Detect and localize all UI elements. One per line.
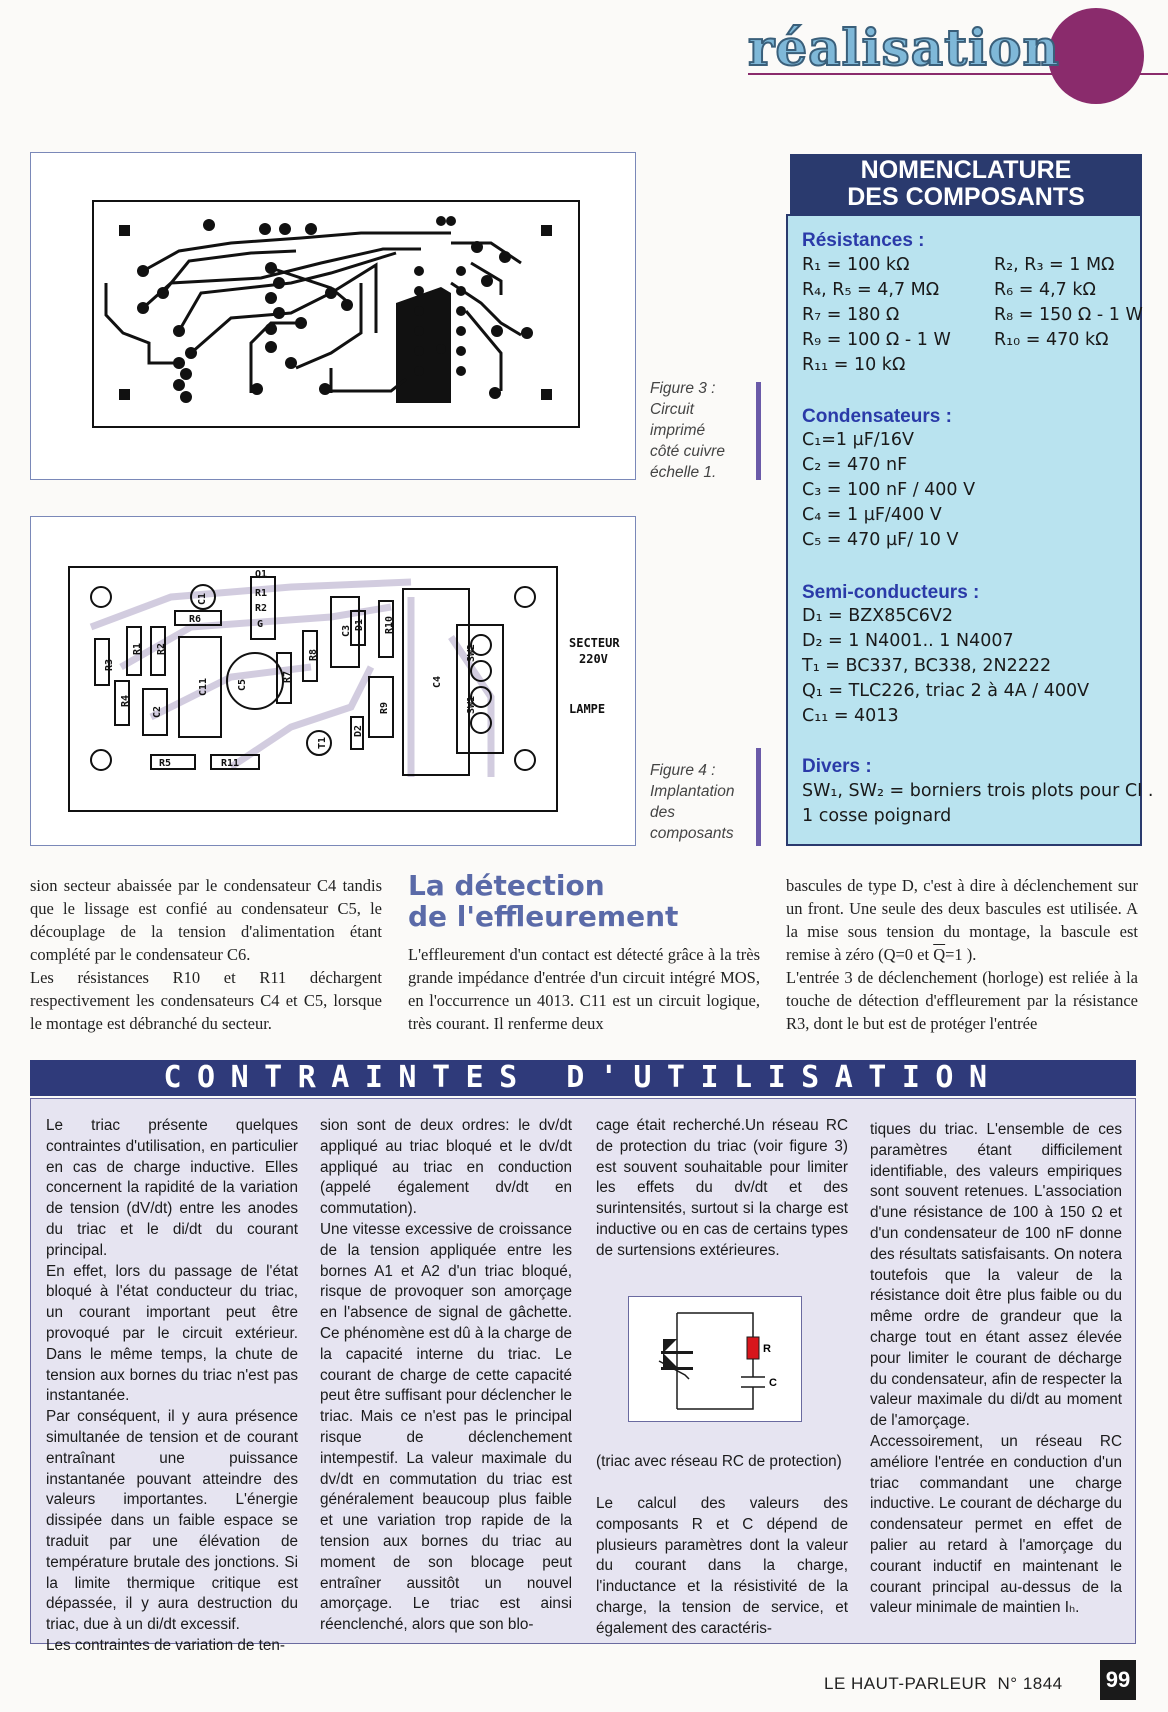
label-r10: R10 [384,615,395,634]
paragraph: Par conséquent, il y aura présence simultanée de tension et de courant entraînant une puissance instantanée pouvant atteindre des valeurs importantes. L'énergie dissipée dans un faible espace se traduit par une élévation de température brutale des jonctions. Si la limite thermique critique est dépassée, il y aura destruction du triac, due à un di/dt excessif. [46,1408,298,1634]
triac-rc-diagram [628,1296,802,1422]
article-column-2 [408,943,760,1035]
paragraph: Le calcul des valeurs des composants R et C dépend de plusieurs paramètres dont la valeur du courant dans la charge, l'inductance et la résistivité de la charge, la tension de service, et également des caractéris- [596,1495,848,1637]
paragraph: sion secteur abaissée par le condensateur C4 tandis que le lissage est confié au condensateur C5, le découplage de la tension d'alimentation étant complété par le condensateur C6. [30,876,382,964]
figure3-caption-line: échelle 1. [650,464,717,481]
issue-number: N° 1844 [997,1674,1063,1693]
figure4-caption-line: Figure 4 : [650,762,716,779]
resistance-item: R₁₁ = 10 kΩ [802,355,906,375]
article-column-3 [786,874,1138,1035]
label-q1: Q1 [255,569,268,580]
contraintes-column-2 [320,1116,572,1636]
label-q1-g: G [257,619,264,630]
semiconducteur-item: D₂ = 1 N4001.. 1 N4007 [802,631,1014,651]
semiconducteur-item: C₁₁ = 4013 [802,706,899,726]
paragraph: tiques du triac. L'ensemble de ces paramètres étant difficilement identifiable, des valeurs empiriques sont souvent retenues. L'association d'une résistance de 100 à 150 Ω et d'un condensateur de 100 nF donne des résultats satisfaisants. On notera toutefois que la valeur de la résistance doit être plus faible ou du même ordre de grandeur que la charge tout en étant assez élevée pour limiter le courant de décharge du condensateur, afin de respecter la valeur maximale du di/dt au moment de l'amorçage. [870,1121,1122,1430]
magazine-name: LE HAUT-PARLEUR [824,1674,988,1693]
label-r1: R1 [132,642,143,655]
label-secteur: SECTEUR [569,636,620,650]
label-c3: C3 [341,624,352,637]
paragraph: L'entrée 3 de déclenchement (horloge) est reliée à la touche de détection d'effleurement par la résistance R3, dont le but est de protéger l'entrée [786,968,1138,1033]
figure4-caption-bar [756,748,761,846]
condensateur-item: C₃ = 100 nF / 400 V [802,480,976,500]
heading-line: de l'effleurement [408,900,679,933]
label-r6: R6 [189,614,202,625]
label-t1: T1 [317,736,328,749]
condensateur-item: C₄ = 1 µF/400 V [802,505,942,525]
label-r3: R3 [104,658,115,671]
resistances-heading: Résistances : [802,230,925,251]
resistance-item: R₁ = 100 kΩ [802,255,910,275]
paragraph: Les résistances R10 et R11 déchargent respectivement les condensateurs C4 et C5, lorsque le montage est débranché du secteur. [30,968,382,1033]
label-220v: 220V [579,652,608,666]
contraintes-column-3-top [596,1116,848,1262]
condensateur-item: C₅ = 470 µF/ 10 V [802,530,959,550]
figure4-caption-line: composants [650,825,734,842]
footer-magazine [824,1674,1063,1694]
figure3-caption-line: côté cuivre [650,443,725,460]
label-r5: R5 [159,758,172,769]
label-c2: C2 [152,705,163,718]
text-run: =1 ). [945,945,977,964]
contraintes-column-4 [870,1120,1122,1619]
figure4-caption [650,760,734,844]
paragraph: cage était recherché.Un réseau RC de protection du triac (voir figure 3) est souvent souhaitable pour limiter les effets du dv/dt et des surintensités, surtout si la charge est inductive ou en cas de certains types de surtensions extérieures. [596,1117,848,1259]
label-r9: R9 [379,701,390,714]
paragraph: Une vitesse excessive de croissance de la tension appliquée entre les bornes A1 et A2 d'un triac bloqué, risque de provoquer son amorçage en l'absence de signal de gâchette. Ce phénomène est dû à la charge de la capacité interne du triac. Le courant de charge de cette capacité peut être suffisant pour déclencher le triac. Mais ce n'est pas le principal risque de déclenchement intempestif. La valeur maximale du dv/dt en commutation du triac est généralement beaucoup plus faible et une variation trop rapide de la tension aux bornes du triac au moment de son blocage peut entraîner aussitôt un nouvel amorçage. Le triac est ainsi réenclenché, alors que son blo- [320,1220,572,1634]
resistance-item: R₂, R₃ = 1 MΩ [994,255,1115,275]
header-circle-ornament [1048,8,1144,104]
label-c4: C4 [432,675,443,688]
paragraph [786,874,1138,966]
label-sw2: SW2 [466,643,477,662]
semiconducteurs-heading: Semi-conducteurs : [802,582,980,603]
section-heading-detection [408,870,678,932]
label-r4: R4 [120,694,131,707]
figure4-layout-box [30,516,636,846]
label-r7: R7 [282,670,293,683]
nomenclature-title-line: DES COMPOSANTS [847,183,1085,211]
semiconducteur-item: T₁ = BC337, BC338, 2N2222 [802,656,1052,676]
paragraph: En effet, lors du passage de l'état bloqué à l'état conducteur du triac, un courant important peut être provoqué par le circuit extérieur. Dans le même temps, la chute de tension aux bornes du triac n'est pas instantanée. [46,1262,298,1405]
resistance-item: R₈ = 150 Ω - 1 W [994,305,1143,325]
figure3-caption-line: imprimé [650,422,706,439]
divers-item: 1 cosse poignard [802,806,952,826]
label-lampe: LAMPE [569,702,606,716]
resistance-item: R₄, R₅ = 4,7 MΩ [802,280,940,300]
paragraph: Le triac présente quelques contraintes d'utilisation, en particulier en cas de charge inductive. Elles concernent la rapidité de la variation de tension (dV/dt) entre les anodes du triac et le di/dt du courant principal. [46,1117,298,1259]
paragraph: sion sont de deux ordres: le dv/dt appliqué au triac bloqué et le dv/dt appliqué au triac en conduction (appelé également dv/dt en commutation). [320,1117,572,1218]
divers-item: SW₁, SW₂ = borniers trois plots pour CI . [802,781,1154,801]
label-c5: C5 [237,678,248,691]
label-c1: C1 [197,592,208,605]
label-sw1: SW1 [466,695,477,714]
text-run: bascules de type D, c'est à dire à déclenchement sur un front. Une seule des deux bascules est utilisée. A la mise sous tension du montage, la bascule est remise à zéro (Q=0 et [786,876,1138,964]
contraintes-column-3-bottom [596,1494,848,1640]
pcb-copper-layout [31,153,635,479]
divers-heading: Divers : [802,756,872,777]
figure3-pcb-box [30,152,636,480]
resistance-item: R₉ = 100 Ω - 1 W [802,330,951,350]
resistance-item: R₇ = 180 Ω [802,305,900,325]
label-d1: D1 [354,618,365,631]
label-r8: R8 [308,648,319,661]
paragraph: L'effleurement d'un contact est détecté grâce à la très grande impédance d'entrée d'un circuit intégré MOS, en l'occurrence un 4013. C11 est un circuit logique, très courant. Il renferme deux [408,945,760,1033]
figure3-caption [650,378,725,483]
nomenclature-title-line: NOMENCLATURE [860,156,1072,184]
section-title: réalisation [748,18,1060,77]
figure3-caption-bar [756,382,761,480]
triac-rc-schematic [629,1297,801,1421]
paragraph: Les contraintes de variation de ten- [46,1636,285,1654]
paragraph: Accessoirement, un réseau RC améliore l'entrée en conduction d'un triac commandant une charge inductive. Le courant de décharge du condensateur permet en effet de palier au retard à l'amorçage du courant inductif en maintenant le courant principal au-dessus de la valeur minimale de maintien Iₕ. [870,1432,1122,1617]
label-r2: R2 [156,642,167,655]
label-q1-r2: R2 [255,603,268,614]
contraintes-header: CONTRAINTES D'UTILISATION [30,1060,1136,1096]
condensateur-item: C₂ = 470 nF [802,455,908,475]
component-layout [31,517,635,845]
label-q1-r1: R1 [255,588,268,599]
resistance-item: R₁₀ = 470 kΩ [994,330,1109,350]
label-c11: C11 [198,677,209,696]
condensateur-item: C₁=1 µF/16V [802,430,914,450]
condensateurs-heading: Condensateurs : [802,406,952,427]
semiconducteur-item: D₁ = BZX85C6V2 [802,606,953,626]
diagram-label-c: C [769,1377,777,1389]
q-bar: $\overline{Q}$ [933,945,946,964]
figure4-caption-line: des [650,804,675,821]
figure3-caption-line: Circuit [650,401,694,418]
contraintes-column-1 [46,1116,298,1657]
diagram-label-r: R [763,1343,771,1355]
label-d2: D2 [353,724,364,737]
label-r11: R11 [221,758,240,769]
triac-diagram-caption: (triac avec réseau RC de protection) [596,1453,842,1470]
page-number: 99 [1100,1660,1136,1700]
resistance-item: R₆ = 4,7 kΩ [994,280,1096,300]
heading-line: La détection [408,869,605,902]
article-column-1 [30,874,382,1035]
figure3-caption-line: Figure 3 : [650,380,716,397]
semiconducteur-item: Q₁ = TLC226, triac 2 à 4A / 400V [802,681,1090,701]
nomenclature-header [790,154,1142,214]
figure4-caption-line: Implantation [650,783,735,800]
